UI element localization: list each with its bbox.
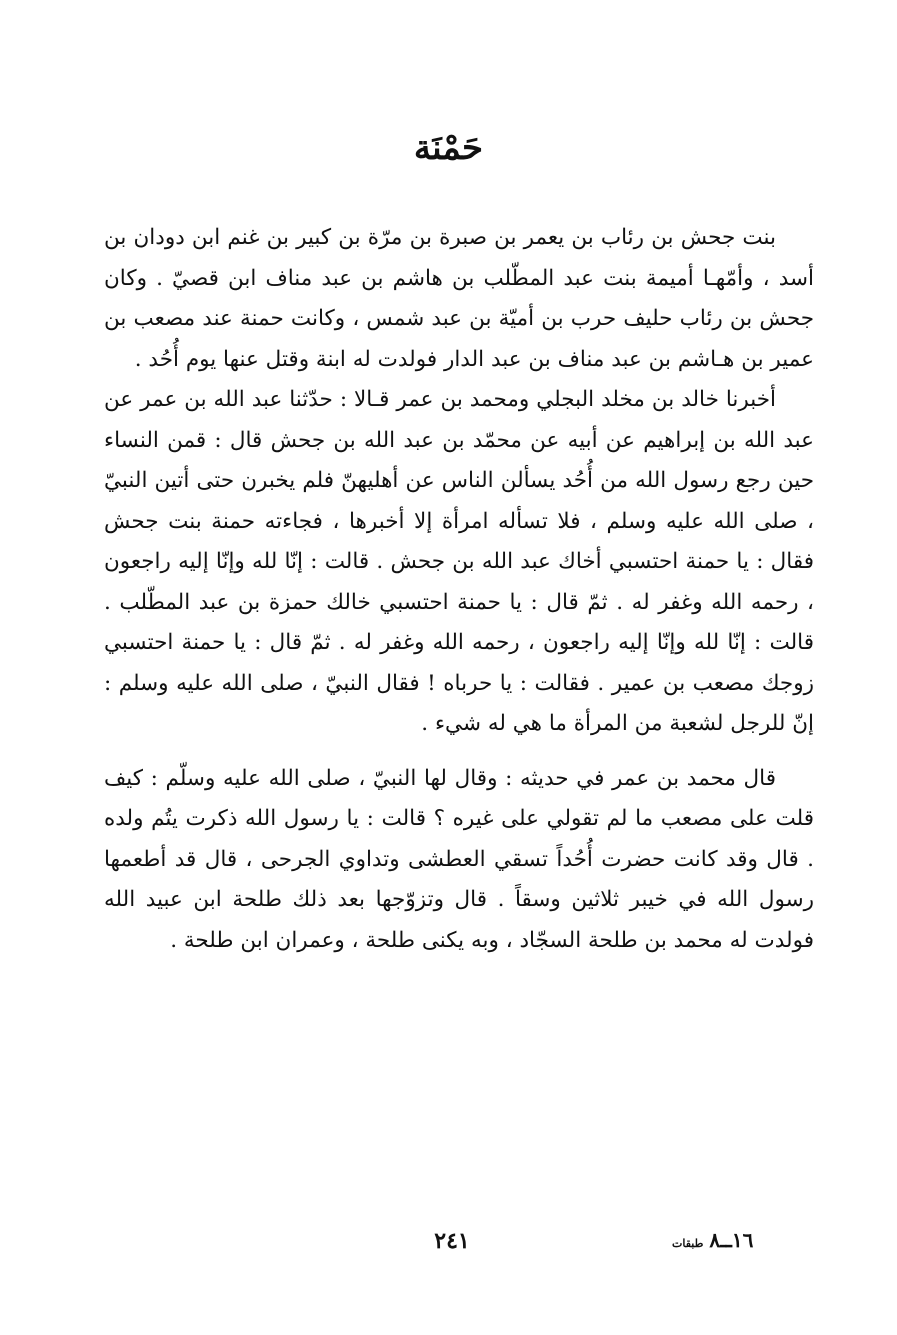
signature-code: ١٦ــ٨ — [709, 1228, 754, 1252]
page-number: ٢٤١ — [434, 1228, 470, 1254]
page-footer — [0, 1228, 897, 1268]
printer-signature — [672, 1228, 797, 1252]
paragraph-lineage: بنت جحش بن رئاب بن يعمر بن صبرة بن مرّة بن كبير بن غنم ابن دودان بن أسد ، وأمّهـا أميمة بنت عبد المطّلب بن هاشم بن عبد مناف ابن قصيّ . وكان جحش بن رئاب حليف حرب بن أميّة بن عبد شمس ، وكانت حمنة عند مصعب بن عمير بن هـاشم بن عبد مناف بن عبد الدار فولدت له ابنة وقتل عنها يوم أُحُد . — [104, 225, 814, 372]
signature-label: طبقات — [672, 1237, 704, 1250]
paragraph-uhud-narration: أخبرنا خالد بن مخلد البجلي ومحمد بن عمر قـالا : حدّثنا عبد الله بن عمر عن عبد الله بن إبراهيم عن أبيه عن محمّد بن عبد الله بن جحش قال : قمن النساء حين رجع رسول الله من أُحُد يسألن الناس عن أهليهنّ فلم يخبرن حتى أتين النبيّ ، صلى الله عليه وسلم ، فلا تسأله امرأة إلا أخبرها ، فجاءته حمنة بنت جحش فقال : يا حمنة احتسبي أخاك عبد الله بن جحش . قالت : إنّا لله وإنّا إليه راجعون ، رحمه الله وغفر له . ثمّ قال : يا حمنة احتسبي خالك حمزة بن عبد المطّلب . قالت : إنّا لله وإنّا إليه راجعون ، رحمه الله وغفر له . ثمّ قال : يا حمنة احتسبي زوجك مصعب بن عمير . فقالت : يا حرباه ! فقال النبيّ ، صلى الله عليه وسلم : إنّ للرجل لشعبة من المرأة ما هي له شيء . — [104, 387, 814, 736]
entry-body — [104, 218, 814, 961]
paragraph-later-life: قال محمد بن عمر في حديثه : وقال لها النبيّ ، صلى الله عليه وسلّم : كيف قلت على مصعب ما لم تقولي على غيره ؟ قالت : يا رسول الله ذكرت يتُم ولده . قال وقد كانت حضرت أُحُداً تسقي العطشى وتداوي الجرحى ، قال قد أطعمها رسول الله في خيبر ثلاثين وسقاً . قال وتزوّجها بعد ذلك طلحة ابن عبيد الله فولدت له محمد بن طلحة السجّاد ، وبه يكنى طلحة ، وعمران ابن طلحة . — [104, 765, 814, 953]
entry-title: حَمْنَة — [413, 128, 484, 168]
